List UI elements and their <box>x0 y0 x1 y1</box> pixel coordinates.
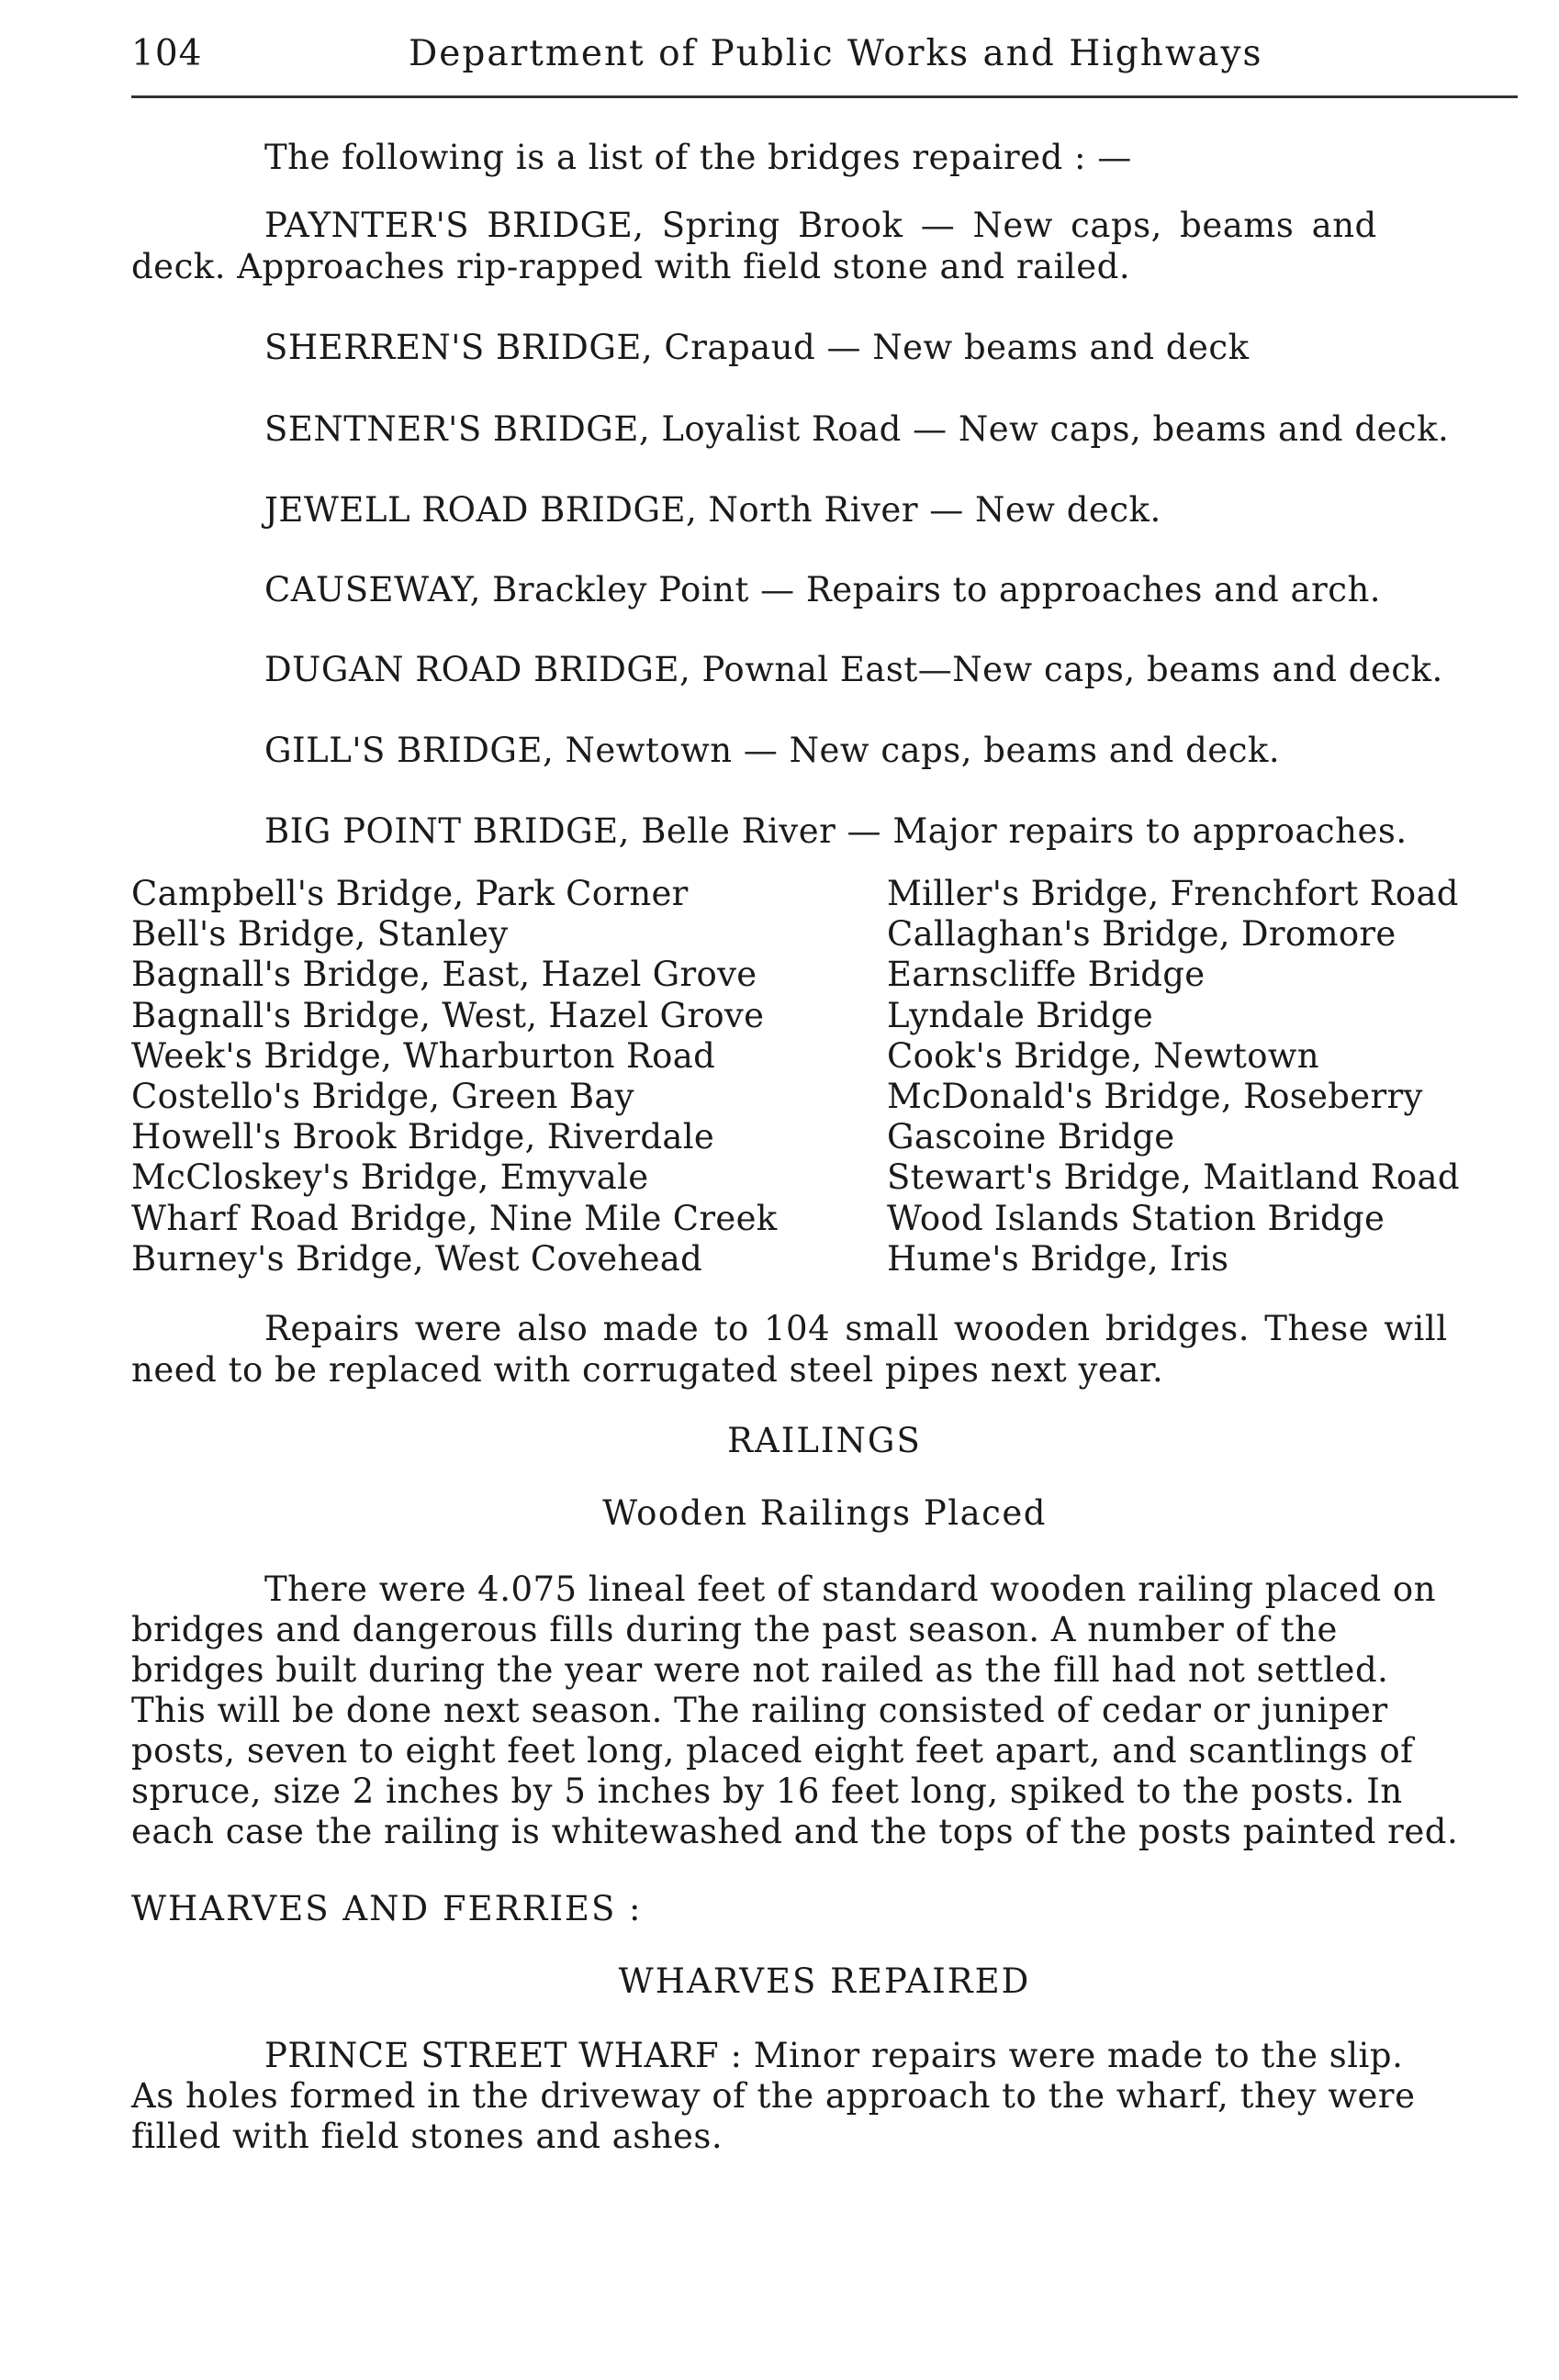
list-item: Bagnall's Bridge, West, Hazel Grove <box>131 995 765 1035</box>
running-title: Department of Public Works and Highways <box>409 33 1263 74</box>
major-repair-big-point: BIG POINT BRIDGE, Belle River — Major repairs to approaches. <box>264 811 1408 851</box>
bridge-list-right <box>887 874 1460 1279</box>
bridge-detail: Spring Brook — New caps, beams and <box>644 206 1377 245</box>
small-bridges-line2: need to be replaced with corrugated steel pipes next year. <box>131 1350 1164 1390</box>
major-repair-paynter-line2: deck. Approaches rip-rapped with field stone and railed. <box>131 247 1131 286</box>
list-item: Miller's Bridge, Frenchfort Road <box>887 874 1459 913</box>
list-item: Costello's Bridge, Green Bay <box>131 1077 634 1117</box>
list-item: Cook's Bridge, Newtown <box>887 1035 1319 1076</box>
list-item: McDonald's Bridge, Roseberry <box>887 1077 1423 1117</box>
page-header <box>131 33 1513 88</box>
header-rule <box>131 95 1518 98</box>
subheading-wooden-railings: Wooden Railings Placed <box>602 1493 1047 1533</box>
list-item: Callaghan's Bridge, Dromore <box>887 914 1396 955</box>
list-item: Bagnall's Bridge, East, Hazel Grove <box>131 955 757 995</box>
subheading-wharves-repaired: WHARVES REPAIRED <box>618 1961 1031 2001</box>
list-item: Campbell's Bridge, Park Corner <box>131 874 689 913</box>
list-item: Howell's Brook Bridge, Riverdale <box>131 1117 715 1157</box>
railings-line: posts, seven to eight feet long, placed eight feet apart, and scantlings of <box>131 1731 1414 1771</box>
bridge-list-left <box>131 874 778 1279</box>
railings-line: bridges built during the year were not railed as the fill had not settled. <box>131 1650 1389 1690</box>
list-item: Bell's Bridge, Stanley <box>131 914 509 955</box>
intro-text: The following is a list of the bridges repaired : — <box>264 138 1132 177</box>
railings-line: each case the railing is whitewashed and the tops of the posts painted red. <box>131 1812 1459 1851</box>
list-item: McCloskey's Bridge, Emyvale <box>131 1157 649 1198</box>
railings-line: spruce, size 2 inches by 5 inches by 16 feet long, spiked to the posts. In <box>131 1771 1403 1811</box>
list-item: Gascoine Bridge <box>887 1117 1175 1157</box>
list-item: Week's Bridge, Wharburton Road <box>131 1035 716 1076</box>
list-item: Wood Islands Station Bridge <box>887 1198 1385 1238</box>
railings-line: There were 4.075 lineal feet of standard wooden railing placed on <box>264 1570 1437 1609</box>
major-repair-dugan: DUGAN ROAD BRIDGE, Pownal East—New caps, beams and deck. <box>264 650 1443 689</box>
major-repair-sentner: SENTNER'S BRIDGE, Loyalist Road — New caps, beams and deck. <box>264 409 1450 449</box>
list-item: Wharf Road Bridge, Nine Mile Creek <box>131 1198 778 1238</box>
wharves-line: As holes formed in the driveway of the approach to the wharf, they were <box>131 2076 1416 2116</box>
small-bridges-line1: Repairs were also made to 104 small wooden bridges. These will <box>264 1309 1448 1348</box>
railings-line: bridges and dangerous fills during the past season. A number of the <box>131 1610 1338 1649</box>
bridge-name: PAYNTER'S BRIDGE, <box>264 206 645 245</box>
section-heading-railings: RAILINGS <box>727 1421 922 1460</box>
section-heading-wharves: WHARVES AND FERRIES : <box>131 1889 643 1928</box>
list-item: Earnscliffe Bridge <box>887 955 1206 995</box>
list-item: Burney's Bridge, West Covehead <box>131 1238 703 1279</box>
wharves-line: PRINCE STREET WHARF : Minor repairs were made to the slip. <box>264 2036 1404 2075</box>
major-repair-sherren: SHERREN'S BRIDGE, Crapaud — New beams and deck <box>264 328 1250 367</box>
major-repair-causeway: CAUSEWAY, Brackley Point — Repairs to approaches and arch. <box>264 570 1382 609</box>
railings-line: This will be done next season. The railing consisted of cedar or juniper <box>131 1691 1388 1730</box>
major-repair-paynter-line1 <box>264 206 1515 246</box>
page-number: 104 <box>131 33 203 74</box>
list-item: Hume's Bridge, Iris <box>887 1238 1229 1279</box>
list-item: Lyndale Bridge <box>887 995 1154 1035</box>
major-repair-gill: GILL'S BRIDGE, Newtown — New caps, beams and deck. <box>264 731 1281 770</box>
list-item: Stewart's Bridge, Maitland Road <box>887 1157 1460 1198</box>
major-repair-jewell: JEWELL ROAD BRIDGE, North River — New deck. <box>264 490 1161 530</box>
wharves-line: filled with field stones and ashes. <box>131 2117 723 2156</box>
